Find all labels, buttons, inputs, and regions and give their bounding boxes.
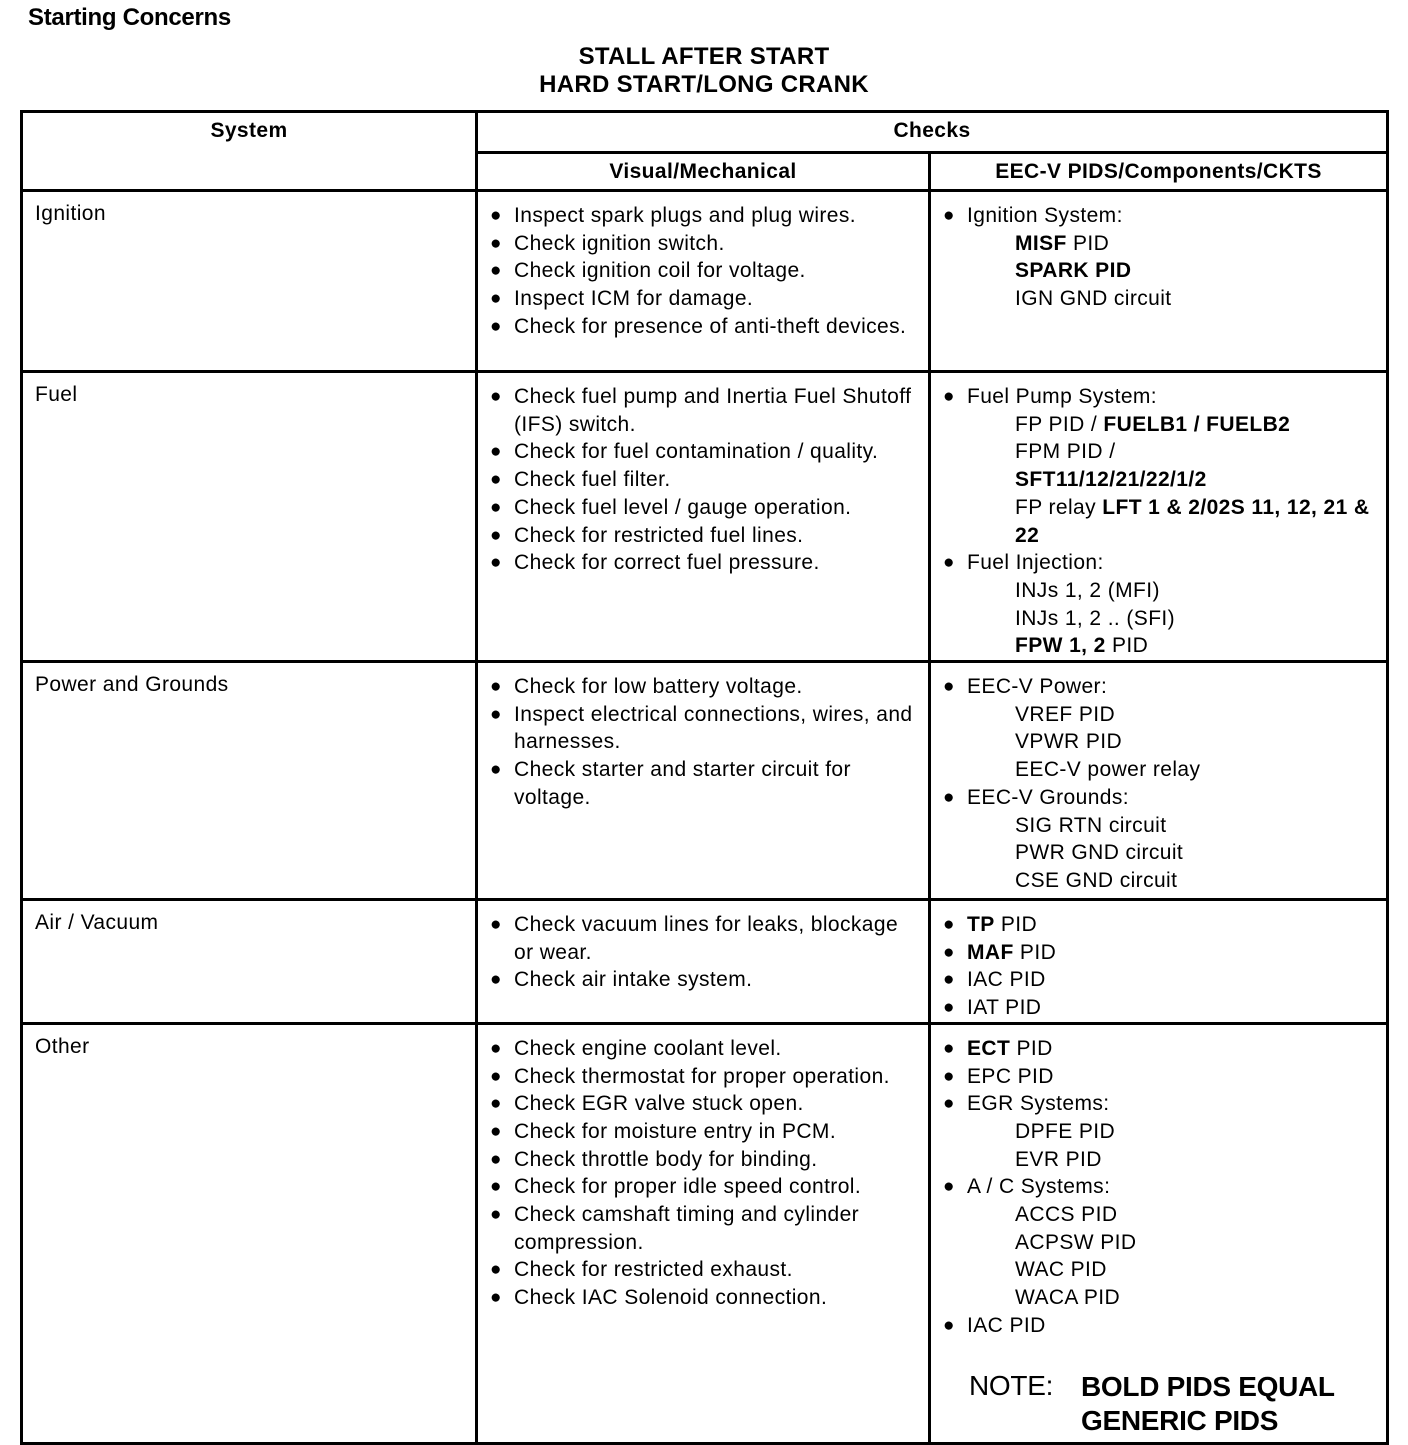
list-item: ● Check for restricted exhaust.: [488, 1256, 920, 1284]
visual-cell: [477, 372, 930, 662]
bullet-icon: ●: [490, 469, 502, 491]
visual-cell: [477, 662, 930, 900]
header-system: System: [22, 112, 477, 191]
list-item: ● Inspect electrical connections, wires, and harnesses.: [490, 702, 913, 754]
list-item: ● EEC-V Grounds: SIG RTN circuit PWR GND circuit CSE GND circuit: [941, 784, 1378, 895]
list-item: ● Fuel Pump System: FP PID / FUELB1 / FUELB2 FPM PID / SFT11/12/21/22/1/2 FP relay LFT 1 & 2/02S 11, 12, 21 & 22: [941, 383, 1378, 549]
page-title-line-2: HARD START/LONG CRANK: [539, 71, 869, 98]
pid-entry: WAC PID: [1015, 1258, 1107, 1282]
list-item: ● Check for restricted fuel lines.: [488, 522, 920, 550]
page-title-line-1: STALL AFTER START: [578, 43, 830, 70]
pid-entry: MISF PID: [1015, 231, 1110, 255]
pid-entry: VPWR PID: [1015, 730, 1123, 754]
pid-entry: FPM PID /: [1015, 440, 1116, 464]
list-item: ● EEC-V Power: VREF PID VPWR PID EEC-V power relay: [941, 673, 1378, 784]
visual-cell: [477, 900, 930, 1024]
pid-entry: PWR GND circuit: [1015, 841, 1184, 865]
list-item: ● EGR Systems: DPFE PID EVR PID: [941, 1090, 1378, 1173]
bullet-icon: ●: [490, 524, 502, 546]
bullet-icon: ●: [943, 205, 955, 226]
pid-entry: EVR PID: [1015, 1147, 1102, 1171]
list-item: ● Check for proper idle speed control.: [488, 1173, 920, 1201]
list-item: ● Fuel Injection: INJs 1, 2 (MFI) INJs 1, 2 .. (SFI) FPW 1, 2 PID: [941, 549, 1378, 660]
table-row: [22, 900, 1388, 1024]
bullet-icon: ●: [943, 997, 955, 1019]
bullet-icon: ●: [490, 1259, 502, 1281]
pid-entry: FP PID / FUELB1 / FUELB2: [1015, 412, 1291, 436]
bullet-icon: ●: [943, 1176, 955, 1198]
visual-cell: [477, 191, 930, 372]
eec-cell: [930, 191, 1388, 372]
bullet-icon: ●: [490, 1065, 502, 1087]
system-cell: Air / Vacuum: [22, 900, 477, 1024]
list-item: ● Check camshaft timing and cylinder compression.: [490, 1203, 860, 1254]
bullet-icon: ●: [943, 676, 955, 698]
list-item: ● Check vacuum lines for leaks, blockage or wear.: [490, 913, 899, 964]
bullet-icon: ●: [943, 969, 955, 991]
list-item: ● Check ignition switch.: [488, 230, 920, 258]
table-row: [22, 1023, 1388, 1443]
list-item: ● Check fuel pump and Inertia Fuel Shutoff (IFS) switch.: [490, 385, 912, 436]
system-cell: Fuel: [22, 372, 477, 662]
list-item: ● Check air intake system.: [488, 966, 920, 994]
list-item: ● Check for moisture entry in PCM.: [488, 1118, 920, 1146]
bullet-icon: ●: [490, 260, 502, 282]
list-item: ● Check EGR valve stuck open.: [488, 1090, 920, 1118]
bullet-icon: ●: [490, 232, 502, 254]
list-item: ● Check for correct fuel pressure.: [488, 549, 920, 577]
eec-cell: [930, 662, 1388, 900]
bullet-icon: ●: [943, 1093, 955, 1115]
list-item: ● IAT PID: [941, 994, 1378, 1022]
pid-entry: IGN GND circuit: [1015, 287, 1172, 311]
list-item: ● Check ignition coil for voltage.: [488, 257, 920, 285]
bullet-icon: ●: [943, 386, 955, 407]
bullet-icon: ●: [943, 1314, 955, 1336]
pid-entry: INJs 1, 2 .. (SFI): [1015, 606, 1176, 630]
pid-entry: SIG RTN circuit: [1015, 813, 1167, 837]
pid-entry: INJs 1, 2 (MFI): [1015, 578, 1160, 602]
bullet-icon: ●: [943, 1065, 955, 1087]
list-item: ● Ignition System: MISF PID SPARK PID IGN GND circuit: [941, 202, 1378, 313]
bullet-icon: ●: [490, 1148, 502, 1170]
eec-cell: [930, 372, 1388, 662]
pid-entry: VREF PID: [1015, 702, 1116, 726]
pid-entry: ACPSW PID: [1015, 1230, 1137, 1254]
eec-cell: [930, 1023, 1388, 1443]
list-item: ● IAC PID: [941, 966, 1378, 994]
section-heading: Starting Concerns: [28, 4, 231, 31]
list-item: ● Check for fuel contamination / quality.: [488, 438, 920, 466]
table-row: [22, 662, 1388, 900]
table-row: [22, 372, 1388, 662]
bullet-icon: ●: [943, 786, 955, 808]
list-item: ● Check engine coolant level.: [488, 1035, 920, 1063]
pid-entry: FPW 1, 2 PID: [1015, 634, 1149, 658]
list-item: ● Inspect spark plugs and plug wires.: [488, 202, 920, 230]
bullet-icon: ●: [490, 759, 502, 781]
visual-cell: [477, 1023, 930, 1443]
list-item: ● EPC PID: [941, 1063, 1378, 1091]
list-item: ● IAC PID: [941, 1312, 1378, 1340]
pid-entry: SPARK PID: [1015, 259, 1132, 283]
system-cell: Other: [22, 1023, 477, 1443]
pid-entry: CSE GND circuit: [1015, 868, 1178, 892]
bullet-icon: ●: [490, 1037, 502, 1059]
list-item: ● MAF PID: [941, 939, 1378, 967]
bullet-icon: ●: [943, 914, 955, 936]
pid-entry: DPFE PID: [1015, 1119, 1116, 1143]
list-item: ● Check IAC Solenoid connection.: [488, 1284, 920, 1312]
system-cell: Power and Grounds: [22, 662, 477, 900]
bullet-icon: ●: [490, 1176, 502, 1198]
bullet-icon: ●: [943, 1037, 955, 1059]
note-label: NOTE:: [969, 1369, 1054, 1401]
bullet-icon: ●: [490, 496, 502, 518]
bullet-icon: ●: [490, 315, 502, 337]
note-text: BOLD PIDS EQUAL GENERIC PIDS: [1081, 1370, 1335, 1436]
system-cell: Ignition: [22, 191, 477, 372]
note: [969, 1370, 1378, 1442]
bullet-icon: ●: [490, 1120, 502, 1142]
header-visual-mechanical: Visual/Mechanical: [477, 153, 930, 191]
pid-entry: WACA PID: [1015, 1286, 1121, 1310]
bullet-icon: ●: [490, 1287, 502, 1309]
bullet-icon: ●: [490, 386, 502, 407]
bullet-icon: ●: [490, 288, 502, 310]
bullet-icon: ●: [490, 969, 502, 991]
list-item: ● Check for presence of anti-theft devices.: [488, 313, 920, 341]
list-item: ● A / C Systems: ACCS PID ACPSW PID WAC PID WACA PID: [941, 1173, 1378, 1312]
list-item: ● TP PID: [941, 911, 1378, 939]
bullet-icon: ●: [490, 552, 502, 574]
list-item: ● Inspect ICM for damage.: [488, 285, 920, 313]
pid-entry: FP relay LFT 1 & 2/02S 11, 12, 21 & 22: [1015, 495, 1370, 547]
list-item: ● ECT PID: [941, 1035, 1378, 1063]
table-row: [22, 191, 1388, 372]
header-eec-pids: EEC-V PIDS/Components/CKTS: [930, 153, 1388, 191]
bullet-icon: ●: [490, 205, 502, 226]
list-item: ● Check thermostat for proper operation.: [488, 1063, 920, 1091]
bullet-icon: ●: [490, 914, 502, 936]
list-item: ● Check throttle body for binding.: [488, 1146, 920, 1174]
bullet-icon: ●: [943, 552, 955, 574]
list-item: ● Check for low battery voltage.: [488, 673, 920, 701]
pid-entry: EEC-V power relay: [1015, 758, 1201, 782]
list-item: ● Check fuel filter.: [488, 466, 920, 494]
bullet-icon: ●: [490, 1093, 502, 1115]
bullet-icon: ●: [490, 1204, 502, 1226]
pid-entry: ACCS PID: [1015, 1203, 1118, 1227]
concerns-table: [20, 110, 1389, 1445]
bullet-icon: ●: [943, 941, 955, 963]
bullet-icon: ●: [490, 676, 502, 698]
bullet-icon: ●: [490, 703, 502, 725]
header-checks: Checks: [477, 112, 1388, 153]
list-item: ● Check starter and starter circuit for voltage.: [490, 758, 851, 809]
eec-cell: [930, 900, 1388, 1024]
pid-entry: SFT11/12/21/22/1/2: [1015, 468, 1207, 492]
bullet-icon: ●: [490, 441, 502, 463]
list-item: ● Check fuel level / gauge operation.: [488, 494, 920, 522]
